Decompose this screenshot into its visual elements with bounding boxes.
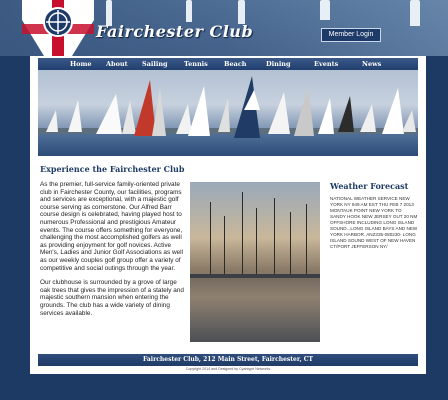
photo-mast: [306, 204, 307, 278]
photo-mast: [256, 208, 257, 278]
intro-paragraph: As the premier, full-service family-oriented private club in Fairchester County, our facilities, programs and services are exceptional, with a majestic golf course serving as cornerstone. Our Alfred Barr course design is celebrated, having played host to numerous Professional and prestigious Amateur events. The course offers something for everyone, challenging the most accomplished golfers as well as providing enjoyment for golf novices. Active Men's, Ladies and Junior Golf Associations as well as our weekly couples golf group offer a variety of competitive and social outings through the year.: [40, 181, 183, 272]
weather-forecast-text: NATIONAL WEATHER SERVICE NEW YORK NY 949 AM EST THU FEB 7 2013 MONTAUK POINT NEW YORK TO SANDY HOOK NEW JERSEY OUT 20 NM OFFSHORE INCLUDING LONG ISLAND SOUND...LONG ISLAND BAYS AND NEW YORK HARBOR. ANZ335-080230- LONG ISLAND SOUND WEST OF NEW HAVEN CT/PORT JEFFERSON NY/: [330, 196, 418, 249]
nav-item-home[interactable]: Home: [70, 60, 92, 68]
header-sail: [410, 0, 420, 26]
photo-reflection: [190, 278, 320, 342]
nav-item-sailing[interactable]: Sailing: [142, 60, 168, 68]
nav-item-beach[interactable]: Beach: [224, 60, 247, 68]
intro-text: [40, 181, 188, 324]
site-title[interactable]: Fairchester Club: [96, 22, 254, 41]
sailboats-graphic: [38, 70, 418, 156]
member-login-button[interactable]: Member Login: [321, 28, 381, 42]
header-sail: [320, 0, 330, 20]
weather-title: Weather Forecast: [330, 181, 409, 191]
main-nav: [38, 58, 418, 70]
sailboats-banner-image: [38, 70, 418, 156]
content-title: Experience the Fairchester Club: [40, 164, 185, 174]
photo-mast: [210, 202, 211, 278]
footer-address: Fairchester Club, 212 Main Street, Fairchester, CT: [38, 354, 418, 366]
page-container: [30, 56, 426, 374]
photo-mast: [242, 192, 243, 278]
photo-mast: [224, 216, 225, 278]
nav-item-dining[interactable]: Dining: [266, 60, 291, 68]
nav-item-about[interactable]: About: [106, 60, 128, 68]
intro-paragraph: Our clubhouse is surrounded by a grove of large oak trees that gives the impression of a stately and majestic southern mansion when entering the grounds. The club has a wide variety of dining services available.: [40, 279, 184, 317]
nav-item-news[interactable]: News: [362, 60, 382, 68]
photo-mast: [274, 198, 275, 278]
club-logo-icon[interactable]: [22, 0, 94, 56]
site-header: [0, 0, 448, 56]
photo-mast: [290, 212, 291, 278]
nav-item-events[interactable]: Events: [314, 60, 339, 68]
header-sail: [238, 0, 245, 24]
footer-copyright: Copyright 2014 and Designed by Cyantype Networks: [185, 367, 271, 371]
nav-item-tennis[interactable]: Tennis: [184, 60, 208, 68]
marina-sunset-photo: [190, 182, 320, 342]
header-sail: [186, 0, 192, 22]
